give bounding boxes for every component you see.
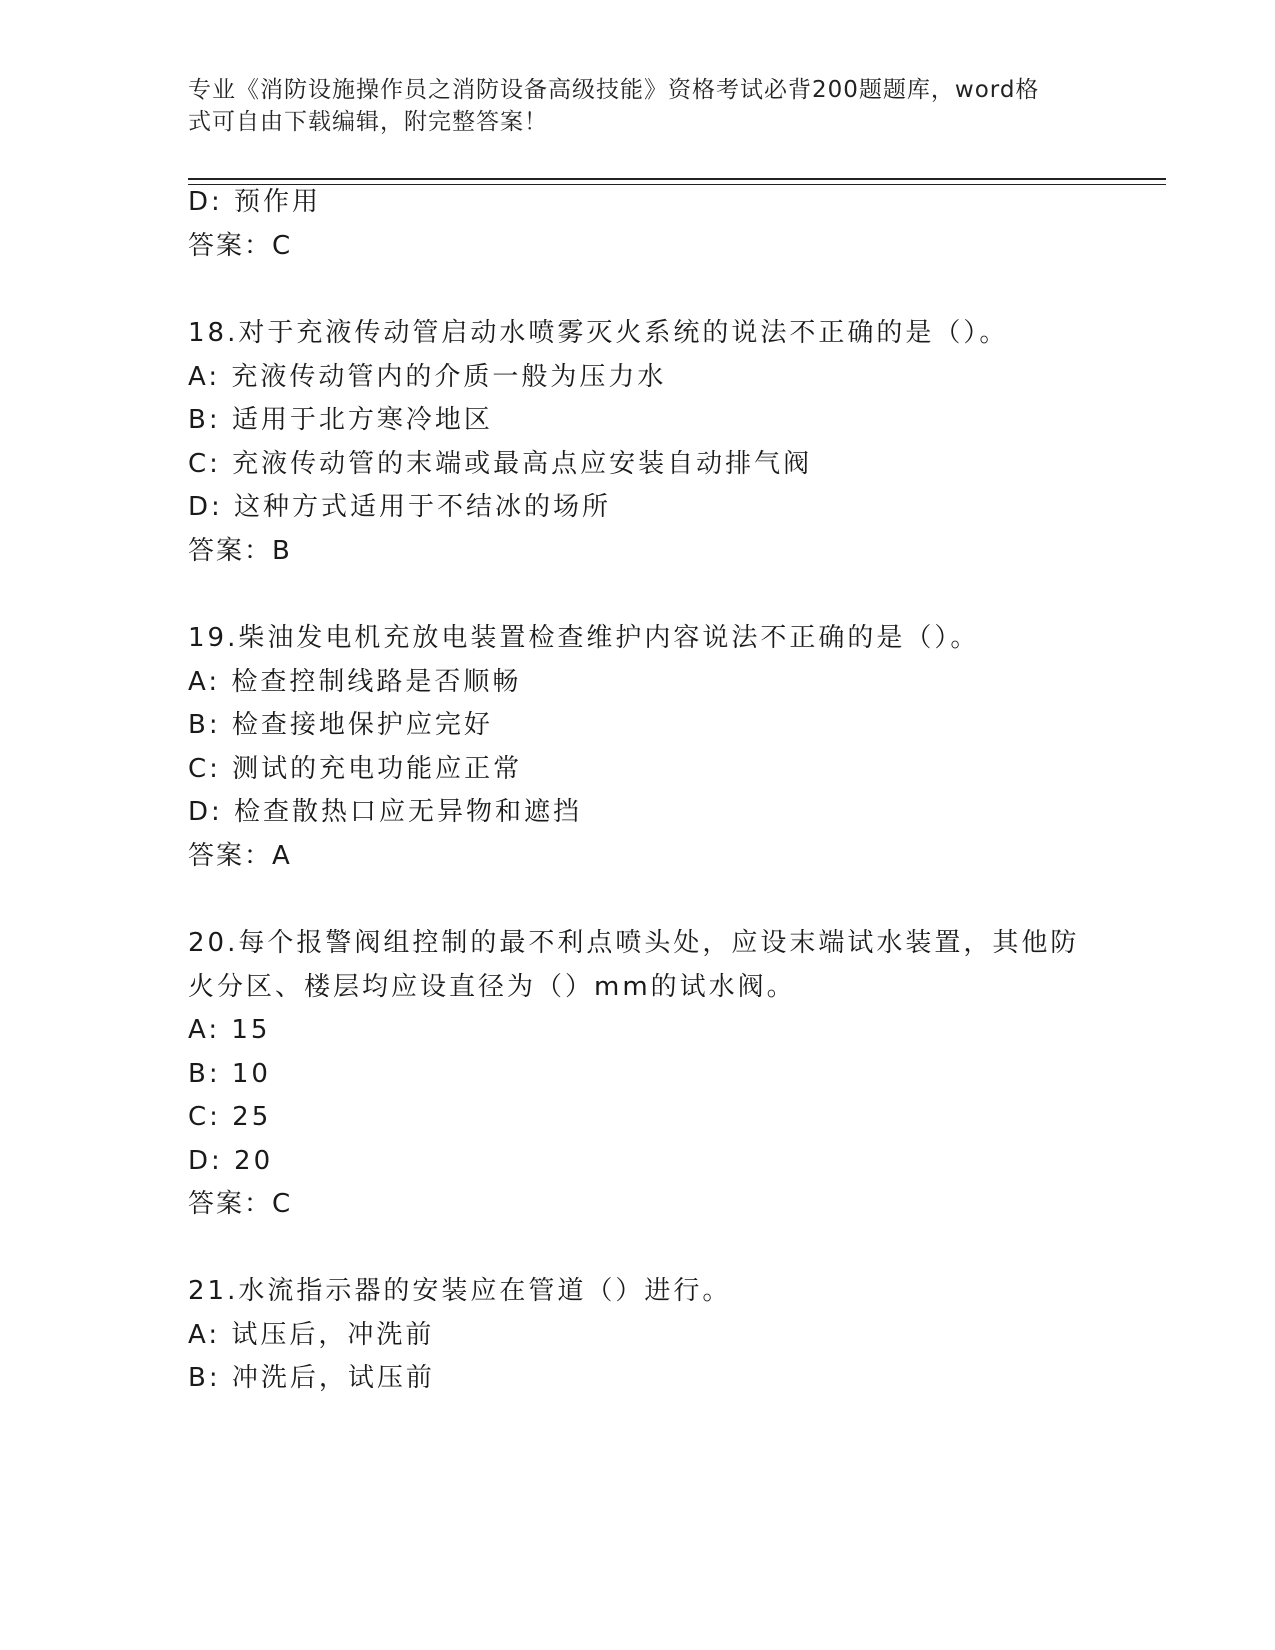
q21-option-b: B: 冲洗后，试压前	[188, 1363, 435, 1393]
header-line-1: 专业《消防设施操作员之消防设备高级技能》资格考试必背200题题库，word格	[188, 77, 1040, 103]
q19-option-b: B: 检查接地保护应完好	[188, 710, 493, 740]
q19-option-a: A: 检查控制线路是否顺畅	[188, 667, 522, 697]
q19-answer: 答案：A	[188, 841, 292, 871]
q18-option-d: D: 这种方式适用于不结冰的场所	[188, 492, 612, 522]
q21-stem: 21.水流指示器的安装应在管道（）进行。	[188, 1276, 732, 1306]
q21-option-a: A: 试压后，冲洗前	[188, 1320, 435, 1350]
q20-option-b: B: 10	[188, 1059, 271, 1089]
document-header	[188, 74, 1088, 138]
q20-option-c: C: 25	[188, 1102, 272, 1132]
q18-stem: 18.对于充液传动管启动水喷雾灭火系统的说法不正确的是（）。	[188, 318, 1009, 348]
q18-option-c: C: 充液传动管的末端或最高点应安装自动排气阀	[188, 449, 813, 479]
q20-answer: 答案：C	[188, 1189, 293, 1219]
q19-stem: 19.柴油发电机充放电装置检查维护内容说法不正确的是（）。	[188, 623, 980, 653]
prev-option-d: D: 预作用	[188, 187, 322, 217]
header-divider-thick	[188, 178, 1166, 180]
q18-answer: 答案：B	[188, 536, 292, 566]
header-line-2: 式可自由下载编辑，附完整答案！	[188, 109, 548, 135]
q19-option-d: D: 检查散热口应无异物和遮挡	[188, 797, 583, 827]
q20-stem-line-2: 火分区、楼层均应设直径为（）mm的试水阀。	[188, 972, 796, 1002]
q18-option-a: A: 充液传动管内的介质一般为压力水	[188, 362, 667, 392]
q20-stem-line-1: 20.每个报警阀组控制的最不利点喷头处，应设末端试水装置，其他防	[188, 928, 1080, 958]
q18-option-b: B: 适用于北方寒冷地区	[188, 405, 493, 435]
q20-option-d: D: 20	[188, 1146, 274, 1176]
header-divider-thin	[188, 184, 1166, 185]
prev-answer: 答案：C	[188, 231, 293, 261]
q20-option-a: A: 15	[188, 1015, 271, 1045]
q19-option-c: C: 测试的充电功能应正常	[188, 754, 523, 784]
